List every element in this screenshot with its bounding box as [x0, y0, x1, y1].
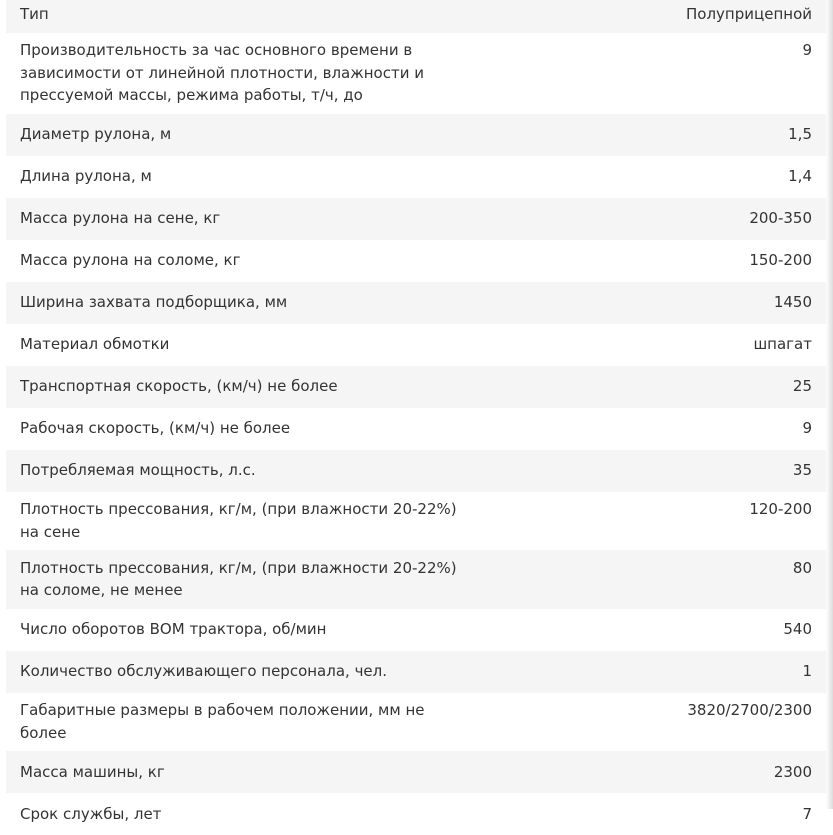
spec-value: Полуприцепной — [484, 0, 826, 33]
spec-value: шпагат — [484, 324, 826, 366]
table-row — [6, 198, 826, 240]
spec-label: Количество обслуживающего персонала, чел. — [6, 651, 484, 693]
spec-table — [6, 0, 826, 835]
spec-value: 1 — [484, 651, 826, 693]
spec-value: 200-350 — [484, 198, 826, 240]
spec-label: Транспортная скорость, (км/ч) не более — [6, 366, 484, 408]
spec-value: 9 — [484, 33, 826, 114]
table-row — [6, 793, 826, 835]
spec-value: 1,4 — [484, 156, 826, 198]
spec-label: Материал обмотки — [6, 324, 484, 366]
spec-value: 9 — [484, 408, 826, 450]
table-row — [6, 550, 826, 609]
spec-label: Диаметр рулона, м — [6, 114, 484, 156]
page-edge-shadow — [826, 0, 833, 809]
spec-label: Производительность за час основного времени в зависимости от линейной плотности, влажности и прессуемой массы, режима работы, т/ч, до — [6, 33, 484, 114]
spec-value: 1450 — [484, 282, 826, 324]
table-row — [6, 492, 826, 551]
spec-label: Масса машины, кг — [6, 751, 484, 793]
table-row — [6, 33, 826, 114]
table-row — [6, 282, 826, 324]
spec-value: 540 — [484, 609, 826, 651]
table-row — [6, 751, 826, 793]
spec-value: 80 — [484, 550, 826, 609]
spec-value: 1,5 — [484, 114, 826, 156]
spec-label: Рабочая скорость, (км/ч) не более — [6, 408, 484, 450]
spec-value: 7 — [484, 793, 826, 835]
table-row — [6, 156, 826, 198]
spec-label: Плотность прессования, кг/м, (при влажности 20-22%) на соломе, не менее — [6, 550, 484, 609]
spec-label: Плотность прессования, кг/м, (при влажности 20-22%) на сене — [6, 492, 484, 551]
spec-value: 2300 — [484, 751, 826, 793]
spec-label: Срок службы, лет — [6, 793, 484, 835]
spec-value: 35 — [484, 450, 826, 492]
table-row — [6, 366, 826, 408]
spec-label: Ширина захвата подборщика, мм — [6, 282, 484, 324]
table-row — [6, 0, 826, 33]
spec-label: Масса рулона на сене, кг — [6, 198, 484, 240]
spec-label: Габаритные размеры в рабочем положении, мм не более — [6, 693, 484, 752]
table-row — [6, 324, 826, 366]
table-row — [6, 450, 826, 492]
table-row — [6, 114, 826, 156]
spec-value: 25 — [484, 366, 826, 408]
spec-value: 150-200 — [484, 240, 826, 282]
spec-value: 120-200 — [484, 492, 826, 551]
spec-label: Длина рулона, м — [6, 156, 484, 198]
table-row — [6, 693, 826, 752]
table-row — [6, 651, 826, 693]
table-row — [6, 408, 826, 450]
table-row — [6, 609, 826, 651]
spec-label: Число оборотов ВОМ трактора, об/мин — [6, 609, 484, 651]
spec-value: 3820/2700/2300 — [484, 693, 826, 752]
spec-label: Тип — [6, 0, 484, 33]
table-row — [6, 240, 826, 282]
spec-label: Потребляемая мощность, л.с. — [6, 450, 484, 492]
spec-label: Масса рулона на соломе, кг — [6, 240, 484, 282]
